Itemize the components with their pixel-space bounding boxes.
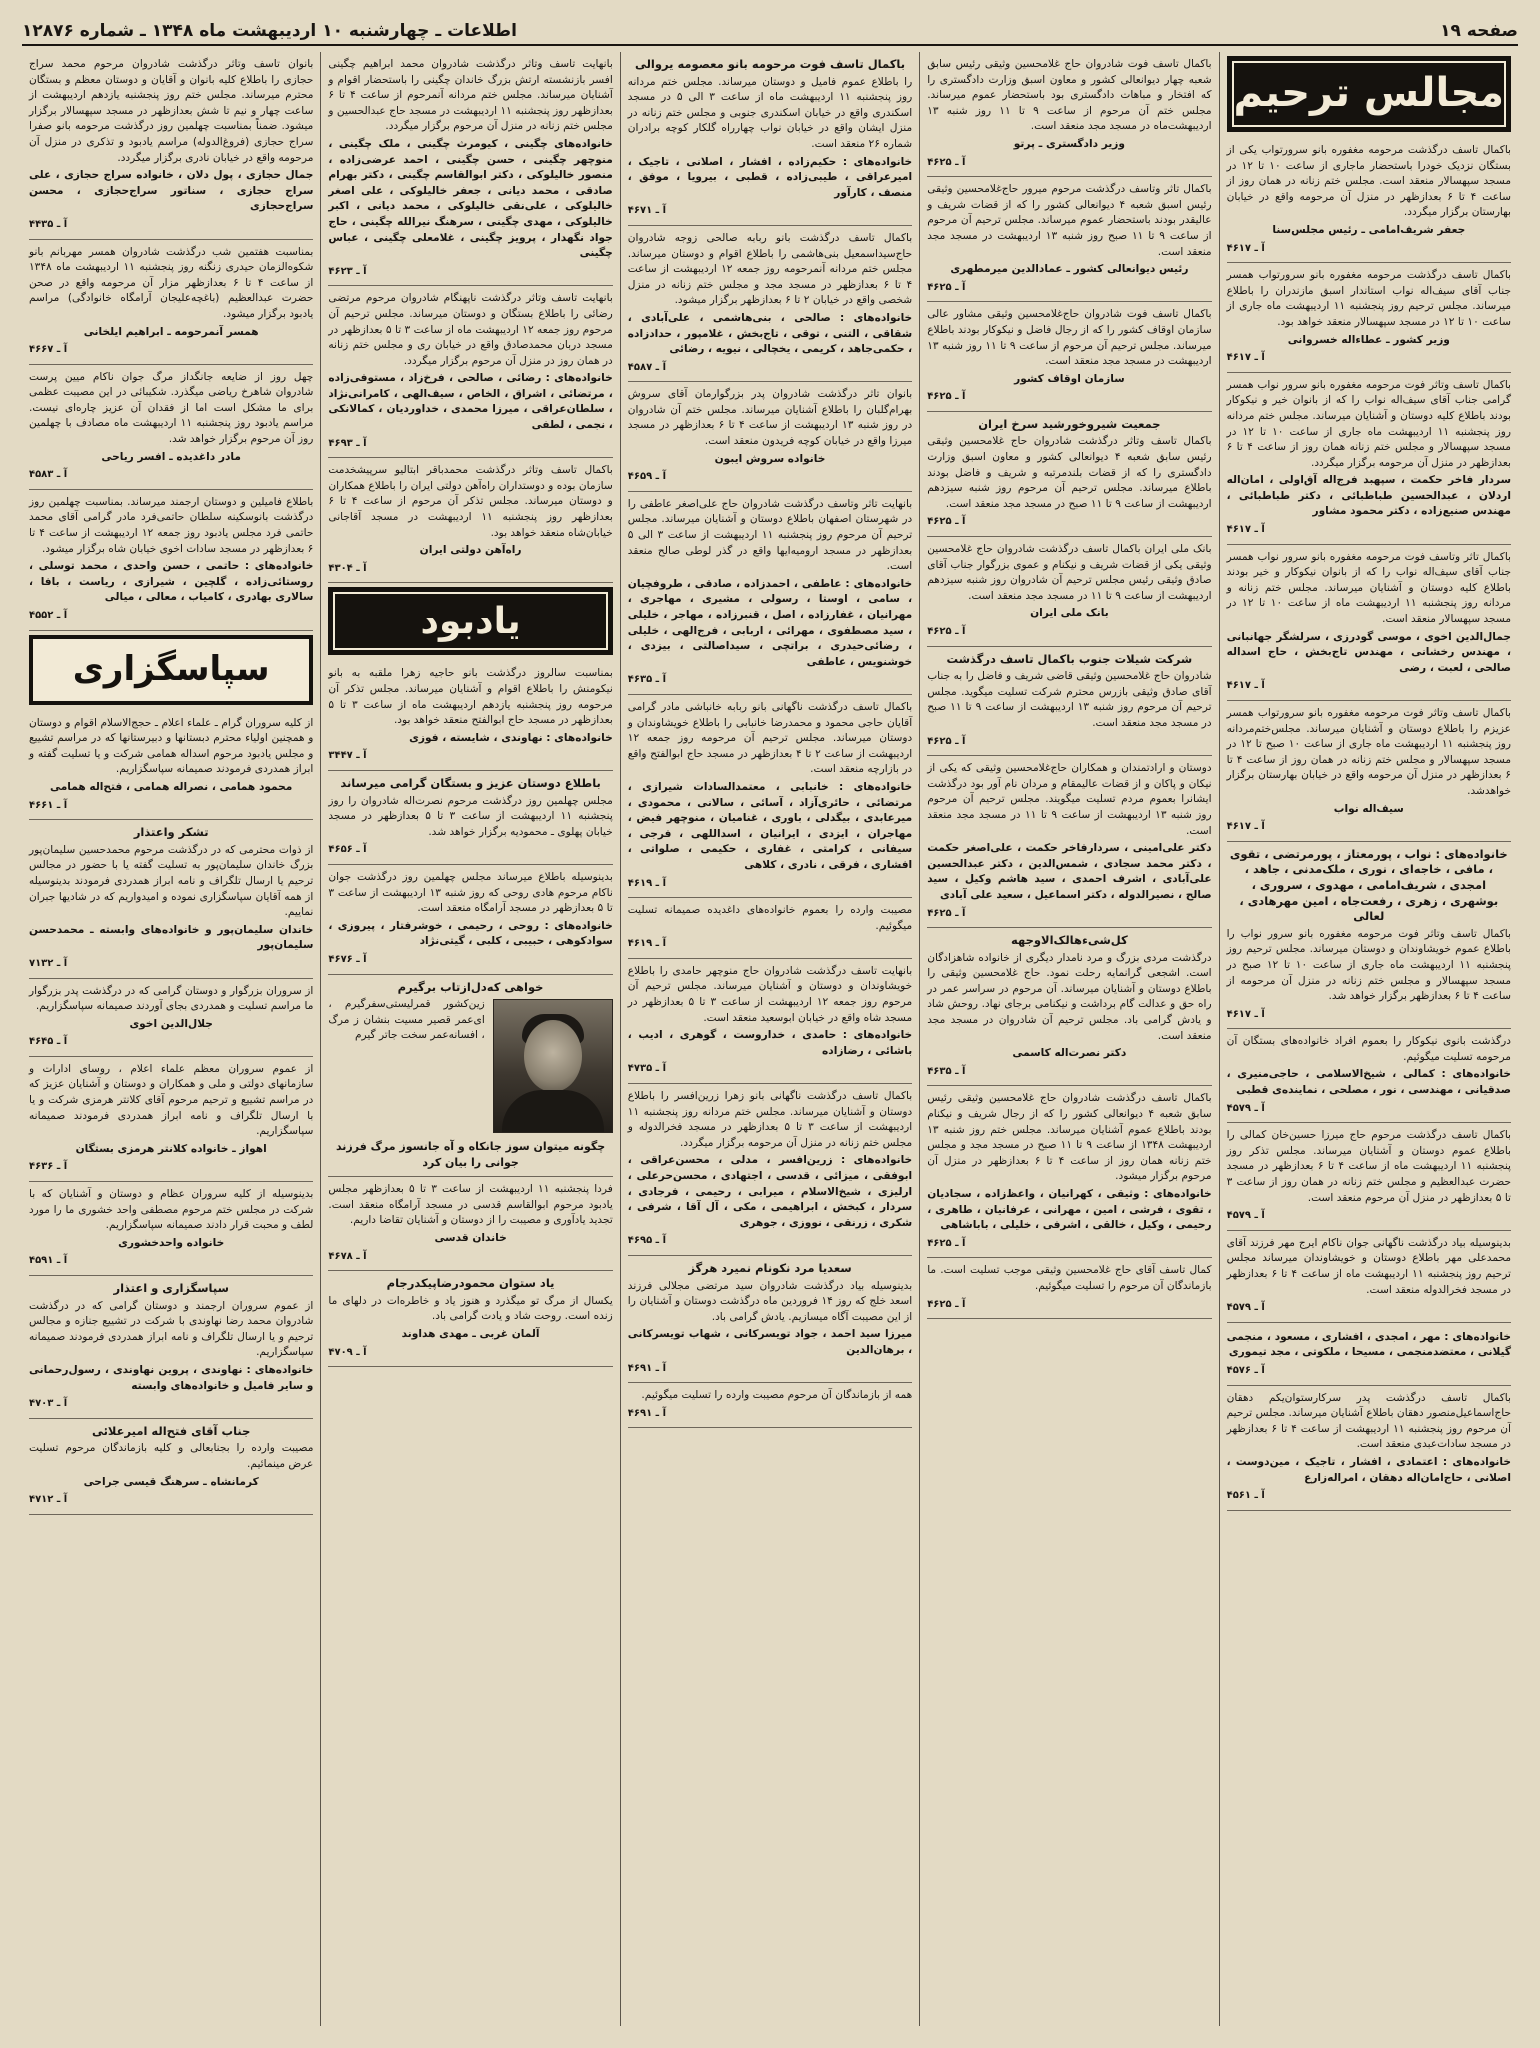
notice-text: درگذشت مردی بزرگ و مرد نامدار دیگری از خانواده شاهزادگان است. اشجعی گرانمایه رحلت نمود. حاج غلامحسین وثیقی را باطلاع دوستان و آشنایان میرساند. آن مرحوم در سراسر عمر در راه حق و عدالت گام برداشت و نیکنامی برجای نهاد. روحش شاد و یادش گرامی باد. مجلس ترحیم آن شادروان در مسجد مجد منعقد است. [927, 951, 1212, 1042]
notice-block [1227, 1386, 1511, 1511]
column-3 [620, 52, 919, 2026]
column-2 [919, 52, 1218, 2026]
photo-caption: چگونه میتوان سوز جانکاه و آه جانسوز مرگ فرزند جوانی را بیان کرد [335, 1140, 606, 1169]
notice-text: دوستان و ارادتمندان و همکاران حاج‌غلامحسین وثیقی که یکی از نیکان و پاکان و از قضات عالیمقام و مردان نام آور بود درگذشت ایشانرا بعموم مردم تسلیت میگویند. مجلس ترحیم آن مرحوم روز شنبه ۱۳ اردیبهشت از ساعت ۹ تا ۱۱ در مسجد مجد منعقد است. [927, 762, 1212, 837]
notice-text: مصیبت وارده را بعموم خانواده‌های داغدیده صمیمانه تسلیت میگوئیم. [627, 904, 913, 932]
notice-code: آ ـ ۴۶۲۵ [927, 516, 966, 528]
notice-text: باکمال تاسف درگذشت بانو ربابه صالحی زوجه شادروان حاج‌سیداسمعیل بنی‌هاشمی را باطلاع اقوام و دوستان میرساند. مجلس ختم مردانه آنمرحومه روز جمعه ۱۲ اردیبهشت از ساعت ۴ تا ۶ بعدازظهر در مسجد مجد و مجلس ختم زنانه در منزل شخصی واقع در خیابان ۲ تا ۶ بعدازظهر برگزار میشود. [627, 231, 913, 307]
notice-text: بانهایت تاسف وتاثر درگذشت شادروان محمد ابراهیم چگینی افسر بازنشسته ارتش بزرگ خاندان چگینی را باستحضار اقوام و آشنایان میرساند. مجلس ختم مردانه آنمرحوم از ساعت‌ ۴ تا ۶ بعدازظهر روز پنجشنبه ۱۱ اردیبهشت در مسجد حاج عبدالحسین و مجلس ختم زنانه در منزل آن مرحوم برگزار میگردد. [328, 58, 613, 133]
notice-signature: دکتر نصرت‌اله کاسمی [1012, 1047, 1127, 1060]
notice-text: بدینوسیله بیاد درگذشت ناگهانی جوان ناکام ایرج مهر فرزند آقای محمدعلی مهر باطلاع دوستان و خویشاوندان میرساند مجلس ترحیم روز پنجشنبه ۱۱ اردیبهشت ماه از ساعت ۴ تا ۶ بعدازظهر در مسجد فخرالدوله منعقد است. [1226, 1236, 1511, 1296]
notice-families: خانواده‌های : خانبابی ، معتمدالسادات شیرازی ، مرتضائی ، حائری‌آزاد ، آسائی ، سالانی ، محمودی ، میرعابدی ، بیگدلی ، باوری ، غنامیان ، منوچهر فیض ، مهاجران ، ایزدی ، ایرانیان ، اسداللهی ، فرجی ، سیفانی ، کرامتی ، غفاری ، حکیمی ، صلواتی ، افشاری ، فرقی ، نادری ، کلاهی [627, 780, 913, 871]
notice-families: دکتر علی‌امینی ، سردارفاخر حکمت ، علی‌اصغر حکمت ، دکتر محمد سجادی ، شمس‌الدین ، دکتر عبدالحسین علی‌آبادی ، اشرف احمدی ، سید هاشم وکیل ، سید صالح ، نصیرالدوله ، دکتر اسماعیل ، سعید علی آبادی [927, 842, 1212, 901]
column-1 [1219, 52, 1518, 2026]
notice-code: آ ـ ۴۶۵۹ [627, 471, 667, 483]
notice-text: بمناسبت هفتمین شب درگذشت شادروان همسر مهربانم بانو شکوه‌الزمان حیدری زنگنه روز پنجشنبه ۱۱ اردیبهشت ماه ۱۳۴۸ از ساعت ۴ تا ۶ بعدازظهر مزار آن مرحومه واقع در صحن حضرت عبدالعظیم (باغچه‌علیجان آرامگاه خانوادگی) مراسم یادبود برگزار میشود. [28, 245, 314, 320]
banner-majales-tarhim: مجالس ترحیم [1227, 56, 1511, 132]
notice-families: خانواده‌های : نهاوندی ، شایسته ، فوزی [409, 731, 613, 744]
notice-families: خانواده‌های : نهاوندی ، پروین نهاوندی ، رسول‌رحمانی و سایر فامیل و خانواده‌های وابسته [28, 1363, 314, 1392]
notice-code: آ ـ ۴۶۲۵ [927, 1237, 966, 1249]
notice-code: آ ـ ۴۶۲۵ [927, 1298, 966, 1310]
notice-families: خانواده‌های : حاتمی ، حسن واحدی ، محمد توسلی ، روستائی‌زاده ، گلچین ، شیرازی ، ریاست ، بافا ، سالاری بهادری ، کامیاب ، معالی ، میالی [28, 560, 314, 604]
notice-code: آ ـ ۴۶۱۷ [1226, 1008, 1265, 1020]
notice-text: باکمال تاسف وتاثر درگذشت محمدباقر ابتالیو سرپیشخدمت سازمان بوده و دوستداران راه‌آهن دولتی ایران را باطلاع همکاران و دوستان میرساند. مجلس تذکر آن مرحوم از ساعت ۴ تا ۶ بعدازظهر روز پنجشنبه ۱۱ اردیبهشت در مسجد آقاجانی خیابان‌شاه منعقد خواهد بود. [328, 464, 613, 539]
notice-block [628, 52, 912, 226]
notice-block [328, 771, 612, 865]
notice-title: سپاسگزاری و اعتذار [113, 1281, 229, 1295]
notice-title: تشکر واعتذار [133, 825, 209, 840]
notice-signature: بانک ملی ایران [1030, 607, 1109, 620]
notice-block [628, 226, 912, 382]
notice-text: باکمال تاسف درگذشت پدر سرکارستوان‌یکم دهقان حاج‌اسماعیل‌منصور دهقان باطلاع آشنایان میرساند. مجلس ترحیم آن مرحوم روز پنجشنبه ۱۱ اردیبهشت از ساعت ۴ تا ۶ بعدازظهر در مسجد سادات‌عبدی منعقد است. [1226, 1391, 1511, 1451]
column-5 [22, 52, 320, 2026]
notice-families: خانواده‌های : صالحی ، بنی‌هاشمی ، علی‌آبادی ، شقاقی ، التنی ، توقی ، تاج‌بخش ، غلامپور ، حدادزاده ، حکمی‌جاهد ، کریمی ، یخچالی ، نیویه ، رضائی [627, 311, 913, 356]
notice-families: خانواده‌های : اعتمادی ، افشار ، تاجیک ، مین‌دوست ، اصلانی ، حاج‌امان‌اله دهقان ، امراله‌زارع [1226, 1455, 1511, 1484]
notice-block [328, 286, 612, 458]
notice-title: خواهی که‌دل‌از‌تاب برگیرم [397, 979, 544, 994]
notice-block [628, 1256, 912, 1383]
notice-families: خانواده‌های : عاطفی ، احمدزاده ، صادقی ، طروفچیان ، سامی ، اوستا ، رسولی ، مشیری ، مهاجری ، مهرانیان ، غفارزاده ، اصل ، قنبرزاده ، مهاجر ، خلیلی ، سید مصطفوی ، مهرائی ، اربابی ، فرج‌الهی ، خلیلی ، رضائی‌حیدری ، براتچی ، سیداصالتی ، بیزدی ، خوشنویس ، عاطفی [627, 577, 913, 668]
portrait-body [502, 1090, 604, 1132]
notice-block [29, 711, 313, 821]
notice-title: یاد ستوان محمودرضاپیکدرجام [386, 1276, 555, 1291]
page-number: صفحه ۱۹ [1440, 21, 1518, 41]
notice-code: آ ـ ۴۵۸۷ [627, 361, 667, 373]
notice-block [29, 1419, 313, 1515]
notice-signature: اهواز ـ خانواده کلانتر هرمزی بستگان [75, 1142, 267, 1155]
notice-text: چهل روز از ضایعه جانگداز مرگ جوان ناکام میین پرست شادروان شاهرخ ریاضی میگذرد. شکیبائی در این مصیبت عظمی برای ما مشکل است اما از فقدان آن عزیز چاره‌ای نیست. مراسم یادبود روز پنجشنبه ۱۱ اردیبهشت ماه مصادف با چهلمین روز آن مرحوم برگزار خواهد شد. [28, 370, 314, 446]
notice-code: آ ـ ۴۵۸۳ [28, 469, 68, 481]
notice-code: آ ـ ۴۶۲۵ [927, 156, 966, 168]
notice-block [29, 820, 313, 978]
notice-signature: وزیر دادگستری ـ پرتو [1013, 137, 1125, 150]
notice-title: سعدیا مرد نکونام نمیرد هرگز [688, 1260, 852, 1275]
notice-text: باکمال تاسف فوت شادروان حاج‌غلامحسین وثیقی مشاور عالی سازمان اوقاف کشور را که از رجال فاضل و نیکوکار بودند باطلاع میرساند. مجلس ترحیم آن مرحوم از ساعت ۹ تا ۱۱ روز شنبه ۱۳ اردیبهشت در مسجد مجد منعقد است. [927, 308, 1212, 368]
notice-title: خانواده‌های : نواب ، پورمعتاز ، پورمرتضی ، تقوی ، مافی ، خاجه‌ای ، نوری ، ملک‌مدنی ، جاهد ، امجدی ، شریف‌امامی ، مهدوی ، سروری ، بوشهری ، زهری ، رفعت‌جاه ، امین مهرهادی ، لعالی [1229, 846, 1508, 924]
column-4 [320, 52, 619, 2026]
notice-code: آ ـ ۴۶۷۸ [328, 1250, 367, 1262]
notice-block [29, 1276, 313, 1419]
notice-signature: وزیر کشور ـ عطاءاله خسروانی [1287, 333, 1450, 346]
notice-block [628, 959, 912, 1084]
notice-text: بانوان تاثر درگذشت شادروان پدر بزرگوارمان آقای سروش بهرام‌گلبان را باطلاع آشنایان میرساند. مجلس ختم آن شادروان در روز شنبه ۱۳ اردیبهشت از ساعت ۴ تا ۶ بعدازظهر در مسجد میرزا واقع در خیابان کوچه فریدون منعقد است. [627, 388, 913, 448]
notice-block [328, 975, 612, 1178]
notice-block [927, 1086, 1211, 1258]
notice-title: باطلاع دوستان عزیز و بستگان گرامی میرساند [340, 775, 601, 790]
notice-signature: جلال‌الدین اخوی [129, 1017, 213, 1030]
notice-block [29, 365, 313, 490]
notice-signature: جعفر شریف‌امامی ـ رئیس مجلس‌سنا [1272, 223, 1466, 236]
notice-block [927, 1258, 1211, 1319]
notice-text: باکمال تاثر وتاسف درگذشت مرحوم میرور حاج‌غلامحسین وثیقی رئیس اسبق شعبه ۴ دیوانعالی کشور را که از قضات شریف و عالیقدر بودند باستحضار عموم میرساند. مجلس ترحیم آن مرحوم از ساعت ۹ تا ۱۱ صبح روز شنبه ۱۳ اردیبهشت در مسجد مجد منعقد است. [927, 183, 1212, 258]
notice-text: از عموم سروران ارجمند و دوستان گرامی که در درگذشت شادروان محمد رضا نهاوندی با شرکت در تشییع جنازه و مجالس ترحیم و یا ارسال تلگراف و نامه ابراز همدردی فرمودند صمیمانه سپاسگزاریم. [28, 1299, 314, 1359]
notice-text: از سروران بزرگوار و دوستان گرامی که در درگذشت پدر بزرگوار ما مراسم تسلیت و همدردی بجای آوردند صمیمانه سپاسگزاریم. [28, 984, 314, 1013]
notice-code: آ ـ ۴۷۰۹ [328, 1346, 367, 1358]
notice-text: باکمال تاسف درگذشت مرحوم حاج میرزا حسین‌خان کمالی را باطلاع عموم دوستان و آشنایان میرساند. مجلس تذکر روز پنجشنبه ۱۱ اردیبهشت ماه از ساعت ۴ تا ۶ بعدازظهر در مسجد حضرت عبدالعظیم و مجلس ختم زنانه در همان روز از ساعت ۳ تا ۵ بعدازظهر در منزل آن مرحوم منعقد است. [1226, 1129, 1511, 1204]
notice-block [328, 1271, 612, 1367]
notice-code: آ ـ ۴۷۳۵ [627, 1063, 667, 1075]
notice-block [1227, 138, 1511, 263]
notice-signature: آلمان غربی ـ مهدی هداوند [401, 1328, 540, 1341]
notice-text: بانک ملی ایران باکمال تاسف درگذشت شادروان حاج غلامحسین وثیقی یکی از قضات شریف و نیکنام و عموی بزرگوار جناب آقای صادق وثیقی رئیس مجلس ترحیم آن شادروان روز شنبه سیزدهم اردیبهشت از ساعت ۹ تا ۱۱ در مسجد مجد منعقد است. [927, 543, 1212, 602]
notice-code: آ ـ ۴۳۰۴ [328, 562, 367, 574]
notice-text: باکمال تاسف وتاثر فوت مرحومه مغفوره بانو سرورتواب همسر عزیزم را باطلاع دوستان و آشنایان میرساند. مجلس‌ختم‌مردانه روز پنجشنبه ۱۱ اردیبهشت ماه جاری از ساعت ۱۰ صبح تا ۱۲ در مسجد سپهسالار و مجلس ختم زنانه در همان روز از ساعت ۴ تا ۶ بعدازظهر در منزل آن مرحومه واقع در خیابان بهارستان برگزار خواهدشد. [1226, 707, 1512, 797]
notice-families: خانواده‌های : وثیقی ، کهرانیان ، واعظ‌زاده ، سجادیان ، تقوی ، فرشی ، امین ، مهرانی ، عرفانیان ، طاهری ، رحیمی ، وکیل ، خالقی ، اشرفی ، خلیلی ، باباشاهی [927, 1188, 1212, 1232]
notice-code: آ ـ ۴۶۲۵ [927, 735, 966, 747]
notice-block [1227, 701, 1511, 842]
notice-code: آ ـ ۴۶۱۹ [627, 938, 667, 950]
notice-families: خانواده‌های : رضائی ، صالحی ، فرخ‌زاد ، مستوفی‌زاده ، مرتضائی ، اشراق ، الخاص ، سیف‌الهی ، کامرانی‌نژاد ، سلطان‌عراقی ، میرزا محمدی ، خداوردیان ، کمالانکی ، نجمی ، لطفی [328, 372, 613, 432]
notice-code: آ ـ ۴۶۷۶ [328, 953, 367, 965]
notice-text: بانهایت تاسف درگذشت شادروان حاج منوچهر حامدی را باطلاع خویشاوندان و دوستان و آشنایان میرساند. مجلس ترحیم آن مرحوم روز جمعه ۱۲ اردیبهشت از ساعت ۳ تا ۵ بعدازظهر در مسجد شاه واقع در خیابان ابوسعید منعقد است. [627, 964, 913, 1024]
notice-families: جمال حجازی ، پول دلان ، خانواده سراج حجازی ، علی سراج حجازی ، سناتور سراج‌حجازی ، محسن سراج‌حجازی [28, 169, 314, 213]
notice-block [628, 492, 912, 695]
notice-block [29, 979, 313, 1057]
notice-text: از کلیه سروران گرام ـ علماء اعلام ـ حجج‌الاسلام اقوام و دوستان و همچنین اولیاء محترم دبستانها و دبیرستانها که در مراسم تشییع و مجلس یادبود مرحوم اسداله همامی شرکت و یا تسلیت گفته و ابراز همدردی فرمودند صمیمانه سپاسگزاریم. [28, 716, 314, 776]
notice-families: سردار فاخر حکمت ، سپهبد فرج‌اله آق‌اولی ، امان‌اله اردلان ، عبدالحسین طباطبائی ، دکتر طباطبائی ، مهندس صنیع‌زاده ، دکتر محمود مشاور [1226, 474, 1511, 518]
notice-code: آ ـ ۴۴۳۵ [28, 218, 68, 230]
notice-block [927, 302, 1211, 412]
notice-code: آ ـ ۴۶۹۳ [328, 437, 367, 449]
notice-text: باکمال تاسف وتاثر فوت مرحومه مغفوره بانو سرور نواب همسر گرامی جناب آقای سیف‌اله نواب را که از بانوان خیر و نیکوکار بودند باطلاع کلیه دوستان و آشنایان میرساند. مجلس ختم مردانه روز پنجشنبه ۱۱ اردیبهشت ماه جاری از ساعت ۱۰ تا ۱۲ در مسجد سپهسالار و مجلس ختم زنانه همان روز از ساعت ۴ تا ۶ بعدازظهر در منزل آن مرحومه برگزار میگردد. [1226, 378, 1512, 469]
notice-text: باکمال تاسف درگذشت ناگهانی بانو زهرا زرین‌افسر را باطلاع دوستان و آشنایان میرساند. مجلس ختم مردانه روز پنجشنبه ۱۱ اردیبهشت از ساعت ۳ تا ۵ بعدازظهر در مسجد فخرالدوله و مجلس ختم زنانه در منزل آن مرحومه برگزار میگردد. [627, 1090, 913, 1149]
notice-text: کمال تاسف آقای حاج غلامحسین وثیقی موجب تسلیت است. ما بازماندگان آن مرحوم را تسلیت میگوئیم. [927, 1264, 1212, 1292]
notice-code: آ ـ ۴۵۹۱ [28, 1255, 68, 1267]
notice-code: آ ـ ۴۶۳۵ [627, 674, 667, 686]
notice-code: آ ـ ۴۵۷۹ [1226, 1102, 1265, 1114]
notice-block [927, 647, 1211, 757]
notice-signature: خانواده سروش ایبون [714, 452, 826, 465]
banner-sepasgozari: سپاسگزاری [29, 635, 313, 705]
notice-title: شرکت شیلات جنوب باکمال تاسف درگذشت [946, 651, 1193, 666]
portrait-face [524, 1020, 582, 1092]
notice-code: آ ـ ۴۶۲۵ [927, 907, 966, 919]
notice-families: خانواده‌های : کمالی ، شیخ‌الاسلامی ، حاجی‌منیری ، صدقیانی ، مهندسی ، نور ، مصلحی ، نماینده‌ی قطبی [1226, 1068, 1511, 1097]
notice-text: بدینوسیله باطلاع میرساند مجلس چهلمین روز درگذشت جوان ناکام مرحوم هادی روحی که روز شنبه ۱۳ اردیبهشت از ساعت ۳ تا ۵ بعدازظهر در مسجد آرامگاه منعقد است. [328, 870, 613, 915]
notice-text: از عموم سروران معظم علماء اعلام ، روسای ادارات و سازمانهای دولتی و ملی و همکاران و دوستان و آشنایان عزیز که در مراسم تشییع و ترحیم مرحوم آقای کلانتر هرمزی شرکت و یا با ارسال تلگراف و نامه ابراز همدردی فرمودند صمیمانه سپاسگزاریم. [28, 1062, 314, 1138]
notice-code: آ ـ ۴۶۴۵ [28, 1036, 68, 1048]
notice-block [328, 865, 612, 975]
notice-text: باکمال تاسف درگذشت مرحومه مغفوره بانو سرورتواب یکی از بستگان نزدیک خودرا باستحضار ماجاری از ساعت ۱۰ تا ۱۲ در مسجد سپهسالار منعقد است. مجلس ختم زنانه در همان روز از ساعت ۴ تا ۶ بعدازظهر در منزل آن مرحومه واقع در خیابان بهارستان برگزار میگردد. [1226, 144, 1511, 219]
banner-yadbood: یادبود [328, 587, 612, 655]
notice-text: یکسال از مرگ تو میگذرد و هنوز یاد و خاطره‌ات در دلهای ما زنده است. روحت شاد و یادت گرامی باد. [328, 1294, 613, 1323]
notice-block [1227, 1029, 1511, 1123]
notice-families: خاندان سلیمان‌پور و خانواده‌های وابسته ـ محمدحسن سلیمان‌پور [28, 923, 314, 952]
notice-families: خانواده‌های چگینی ، کیومرث چگینی ، ملک چگینی ، منوچهر چگینی ، حسن چگینی ، احمد عرضی‌زاده ، منصور خالیلوکی ، دکتر ابوالقاسم چگینی ، دکتر بهرام صادقی ، محمد دیانی ، جعفر خالیلوکی ، علی اصغر خالیلوکی ، علی‌نقی خالیلوکی ، محمد دیانی ، اکبر خالیلوکی ، مهدی چگینی ، سرهنگ نیرالله چگینی ، حاج جواد نگهدار ، پرویز چگینی ، غلامعلی چگینی ، عباس چگینی [328, 137, 613, 260]
notice-block [29, 1057, 313, 1182]
notice-text: را باطلاع عموم فامیل و دوستان میرساند. مجلس ختم مردانه روز پنجشنبه ۱۱ اردیبهشت ماه از ساعت ۳ الی ۵ در مسجد اسکندری واقع در خیابان اسکندری جنوبی و مجلس ختم زنانه در منزل ایشان واقع در خیابان نواب چهارراه گلکار کوچه برادران شماره ۲۶ منعقد است. [627, 75, 913, 150]
notice-text: باکمال تاسف درگذشت ناگهانی بانو ربابه خانباشی مادر گرامی آقایان حاجی محمود و محمدرضا خانبابی را باطلاع خویشاوندان و دوستان میرساند. مجلس ترحیم آن مرحومه روز جمعه ۱۲ اردیبهشت از ساعت ۲ تا ۴ بعدازظهر در مسجد حاج ابوالفتح واقع در بازارچه منعقد است. [627, 700, 913, 776]
notice-text: باکمال تاسف درگذشت شادروان حاج غلامحسین وثیقی رئیس سابق شعبه ۴ دیوانعالی کشور را که از رجال شریف و نیکنام بودند باطلاع عموم آشنایان میرساند. مجلس ختم روز شنبه ۱۳ اردیبهشت ۱۳۴۸ از ساعت ۹ تا ۱۱ صبح در مسجد مجد و مجلس ختم زنانه همان روز از ساعت ۴ تا ۶ بعدازظهر در منزل آن مرحوم برگزار میشود. [927, 1092, 1212, 1183]
notice-signature: کرمانشاه ـ سرهنگ قیسی جراحی [83, 1475, 259, 1488]
notice-code: آ ـ ۴۶۶۷ [28, 344, 68, 356]
notice-block [29, 240, 313, 365]
notice-families: خانواده‌های : مهر ، امجدی ، افشاری ، مسعود ، منجمی گیلانی ، معتضدمنجمی ، مسیحا ، ملکوتی ، مجد تیموری [1226, 1330, 1511, 1359]
notice-text: همه از بازماندگان آن مرحوم مصیبت وارده را تسلیت میگوئیم. [641, 1389, 913, 1402]
notice-code: آ ـ ۴۶۷۱ [627, 205, 667, 217]
notice-code: آ ـ ۴۶۳۵ [927, 1065, 966, 1077]
notice-block [1227, 545, 1511, 701]
notice-signature: محمود همامی ، نصراله همامی ، فتح‌اله همامی [50, 780, 293, 793]
notice-text: باکمال تاسف فوت شادروان حاج غلامحسین وثیقی رئیس سابق شعبه چهار دیوانعالی کشور و معاون اسبق وزارت دادگستری را که افتخار و مباهات دادگستری بود باستحضار عموم میرساند. مجلس ختم آن مرحوم از ساعت ۹ تا ۱۱ روز شنبه ۱۳ اردیبهشت‌ماه در مسجد مجد منعقد است. [927, 58, 1212, 133]
notice-block [1227, 1323, 1511, 1386]
notice-block [328, 661, 612, 771]
notice-text: باکمال تاسف وتاثر درگذشت شادروان حاج غلامحسین وثیقی رئیس سابق شعبه ۴ دیوانعالی کشور و معاون اسبق وزارت دادگستری را که از قضات بلندمرتبه و شریف و فاضل بودند باطلاع میرساند. مجلس ترحیم آن مرحوم روز شنبه سیزدهم اردیبهشت از ساعت ۹ تا ۱۱ صبح در مسجد مجد منعقد است. [927, 435, 1212, 510]
notice-families: خانواده‌های : زرین‌افسر ، مدلی ، محسن‌عراقی ، ابوفقی ، میزائی ، قدسی ، اجتهادی ، محسن‌حرعلی ، ارلیزی ، شیخ‌الاسلام ، میرابی ، رحیمی ، فرجادی ، سردار ، کبخش ، ابراهیمی ، مکی ، آل آقا ، شرفی ، شکری ، زرنقی ، نووزی ، جوهری [627, 1154, 913, 1229]
notice-block [1227, 1231, 1511, 1323]
notice-title: کل‌شی‌ءهالک‌الاوجهه [1011, 933, 1128, 948]
notice-code: آ ـ ۴۵۷۹ [1226, 1302, 1265, 1314]
notice-block [29, 490, 313, 631]
page-header [22, 20, 1518, 42]
notice-code: آ ـ ۷۱۳۲ [28, 957, 68, 969]
notice-code: آ ـ ۴۶۱۷ [1226, 524, 1265, 536]
notice-block [927, 537, 1211, 647]
notice-code: آ ـ ۴۶۹۵ [627, 1235, 667, 1247]
notice-code: آ ـ ۴۶۱۷ [1226, 821, 1265, 833]
notice-block [29, 52, 313, 240]
notice-code: آ ـ ۴۶۳۶ [28, 1161, 68, 1173]
header-rule [22, 44, 1518, 46]
notice-code: آ ـ ۴۶۱۷ [1226, 242, 1265, 254]
notice-title: جمعیت شیروخورشید سرخ ایران [978, 416, 1161, 431]
notice-families: جمال‌الدین اخوی ، موسی گودرزی ، سرلشگر جهانبانی ، مهندس رخشانی ، مهندس تاج‌بخش ، حاج اسداله صالحی ، لعبت ، رضی [1226, 630, 1511, 674]
portrait-photo [493, 999, 613, 1133]
notice-text: زین‌کشور قمرلیستی‌سفرگیرم ، ای‌عمر قصیر مسیت بنشان ز مرگ ، افسانه‌عمر سخت جاتر گیرم [328, 998, 485, 1042]
notice-code: آ ـ ۴۶۲۵ [927, 626, 966, 637]
notice-text: بدینوسیله از کلیه سروران عظام و دوستان و آشنایان که با شرکت در مجلس ختم مرحوم مصطفی واحد خشوری ما را مورد لطف و محبت قرار دادند صمیمانه سپاسگزاریم. [28, 1188, 314, 1232]
columns-container [22, 52, 1518, 2026]
notice-block [628, 382, 912, 492]
notice-block [328, 1177, 612, 1271]
notice-text: مجلس چهلمین روز درگذشت مرحوم نصرت‌اله شادروان را روز پنجشنبه ۱۱ اردیبهشت از ساعت ۳ تا ۵ بعدازظهر در مسجد خیابان پهلوی ـ محمودیه برگزار خواهد شد. [328, 794, 613, 838]
notice-code: آ ـ ۴۶۱۷ [1226, 352, 1265, 364]
notice-code: آ ـ ۴۶۱۷ [1226, 680, 1265, 692]
notice-block [628, 1084, 912, 1256]
notice-block [628, 695, 912, 898]
notice-signature: رئیس دیوانعالی کشور ـ عمادالدین میرمطهری [950, 263, 1189, 276]
notice-code: آ ـ ۴۶۶۱ [28, 799, 68, 811]
notice-families: خانواده‌های : حکیم‌زاده ، افشار ، اصلانی ، تاجیک ، امیرعراقی ، طیبی‌زاده ، قطبی ، بیرویا ، موفق ، منصف ، کارآور [627, 155, 913, 199]
notice-block [1227, 263, 1511, 373]
notice-text: بمناسبت سالروز درگذشت بانو حاجیه زهرا ملقبه به بانو نیکومنش را باطلاع اقوام و آشنایان میرساند. مجلس تذکر آن مرحومه روز پنجشنبه یازدهم اردیبهشت ماه از ساعت ۳ تا ۵ بعدازظهر در مسجد حاج ابوالفتح منعقد خواهد بود. [328, 667, 613, 727]
notice-code: آ ـ ۴۶۲۳ [328, 265, 367, 277]
notice-signature: راه‌آهن دولتی ایران [419, 544, 522, 557]
notice-code: آ ـ ۴۶۱۹ [627, 877, 667, 889]
notice-text: باکمال تاثر وتاسف فوت مرحومه مغفوره بانو سرور نواب همسر جناب آقای سیف‌اله نواب را که از بانوان نیکوکار و خیر بودند باطلاع کلیه دوستان و آشنایان میرساند. مجلس ختم زنانه و مردانه روز پنجشنبه ۱۱ اردیبهشت ماه از ساعت ۱۰ تا ۱۲ در مسجد سپهسالار منعقد است. [1226, 550, 1511, 626]
notice-code: آ ـ ۴۷۰۳ [28, 1398, 68, 1410]
notice-signature: سیف‌اله نواب [1333, 802, 1404, 815]
notice-text: بانهایت تاسف وتاثر درگذشت ناپهنگام شادروان مرحوم مرتضی رضائی را باطلاع بستگان و دوستان میرساند. مجلس ترحیم آن مرحوم روز جمعه ۱۲ اردیبهشت ماه از ساعت ۳ تا ۵ بعدازظهر در مسجد دربان محمدصادق واقع در خیابان ری و مجلس ختم زنانه در همان روز در منزل آن مرحوم برگزار میگردد. [328, 292, 613, 367]
notice-code: آ ـ ۴۶۲۵ [927, 391, 966, 403]
notice-code: آ ـ ۴۵۷۹ [1226, 1210, 1265, 1222]
notice-title: جناب آقای فتح‌اله امیرعلائی [91, 1423, 251, 1438]
notice-block [927, 177, 1211, 302]
notice-text: شادروان حاج غلامحسین وثیقی قاضی شریف و فاضل را به جناب آقای صادق وثیقی بازرس محترم شرکت تسلیت میگوید. مجلس ترحیم آن مرحوم روز شنبه ۱۳ اردیبهشت از ساعت ۹ تا ۱۱ صبح در مسجد مجد منعقد است. [927, 670, 1212, 729]
notice-text: درگذشت بانوی نیکوکار را بعموم افراد خانواده‌های بستگان آن مرحومه تسلیت میگوئیم. [1226, 1035, 1511, 1063]
notice-code: آ ـ ۴۶۲۵ [927, 281, 966, 293]
notice-families: خانواده‌های : حامدی ، خداروست ، گوهری ، ادیب ، باشائی ، رضازاده [627, 1029, 913, 1057]
notice-code: آ ـ ۴۶۹۱ [627, 1362, 667, 1374]
notice-block [1227, 842, 1511, 1030]
notice-families: خانواده‌های : روحی ، رحیمی ، خوشرفتار ، پیروزی ، سوادکوهی ، حبیبی ، کلبی ، گیتی‌نژاد [328, 919, 613, 948]
notice-code: آ ـ ۳۴۴۷ [328, 750, 367, 762]
notice-code: آ ـ ۴۶۵۶ [328, 844, 367, 856]
notice-code: آ ـ ۴۷۱۲ [28, 1494, 68, 1506]
notice-text: از ذوات محترمی که در درگذشت مرحوم محمدحسین سلیمان‌پور بزرگ خاندان سلیمان‌پور به تسلیت گفته یا با حضور در مجالس ترحیم یا ارسال تلگراف و نامه ابراز همدردی فرمودند بدینوسیله از همه آقایان سپاسگزاری نموده و امیدواریم که در شادیها جبران نماییم. [28, 843, 314, 919]
notice-signature: همسر آنمرحومه ـ ابراهیم ایلخانی [83, 325, 259, 338]
notice-block [927, 52, 1211, 177]
notice-text: باطلاع فامیلین و دوستان ارجمند میرساند. بمناسبت چهلمین روز درگذشت بانوسکینه سلطان حاتمی‌فرد مادر گرامی آقای محمد حاتمی فرد مجلس یادبود روز جمعه ۱۲ اردیبهشت از ساعت ۴ تا ۶ بعدازظهر در مسجد سادات اخوی خیابان شاه برگزار میشود. [28, 495, 314, 555]
issue-line: اطلاعات ـ چهارشنبه ۱۰ اردیبهشت ماه ۱۳۴۸ ـ شماره ۱۲۸۷۶ [22, 21, 517, 41]
notice-text: بانهایت تاثر وتاسف درگذشت شادروان حاج علی‌اصغر عاطفی را در شهرستان اصفهان باطلاع دوستان و آشنایان میرساند. مجلس ترحیم آن مرحوم روز پنجشنبه ۱۱ اردیبهشت از ساعت ۳ الی ۵ بعدازظهر در مسجد ارومیه‌ایها واقع در گذر لوطی صالح منعقد است. [627, 497, 913, 573]
notice-block [29, 1182, 313, 1276]
notice-text: بانوان تاسف وتاثر درگذشت شادروان مرحوم محمد سراج حجازی را باطلاع کلیه بانوان و آقایان و دوستان معظم و بستگان محترم میرساند. مجلس ختم روز پنجشنبه یازدهم اردیبهشت از ساعت چهار و نیم تا شش بعدازظهر در مسجد سپهسالار برگزار میشود. ضمناً بمناسبت چهلمین روز درگذشت مرحومه بانو صفرا سراج حجازی (فروغ‌الدوله) مراسم یادبود و تذکری در منزل آن مرحومه واقع در خیابان نادری برگزار میگردد. [28, 58, 314, 164]
notice-text: فردا پنجشنبه ۱۱ اردیبهشت از ساعت ۳ تا ۵ بعدازظهر مجلس یادبود مرحوم ابوالقاسم قدسی در مسجد آرامگاه منعقد است. تجدید یادآوری و مصیبت را از دوستان و آشنایان تقاضا داریم. [328, 1183, 613, 1227]
notice-families: میرزا سید احمد ، جواد تویسرکانی ، شهاب تویسرکانی ، برهان‌الدین [627, 1328, 913, 1356]
notice-text: بدینوسیله بیاد درگذشت شادروان سید مرتضی مجلالی فرزند اسعد خلج که روز ۱۴ فروردین ماه درگذشت دوستان و آشنایان را از این مصیبت آگاه میسازیم. یادش گرامی باد. [627, 1279, 913, 1323]
notice-signature: مادر داغدیده ـ افسر ریاحی [101, 450, 241, 463]
notice-code: آ ـ ۴۵۵۲ [28, 610, 68, 621]
notice-block [927, 928, 1211, 1086]
notice-signature: سازمان اوقاف کشور [1014, 372, 1125, 385]
notice-block [628, 1383, 912, 1428]
notice-code: آ ـ ۴۵۷۶ [1226, 1364, 1265, 1376]
notice-text: باکمال تاسف درگذشت مرحومه مغفوره بانو سرورتواب همسر جناب آقای سیف‌اله نواب استاندار اسبق مازندران را باطلاع میرساند. مجلس ترحیم روز پنجشنبه ۱۱ اردیبهشت ماه جاری از ساعت ۱۰ تا ۱۲ در مسجد سپهسالار منعقد خواهد بود. [1226, 269, 1511, 328]
notice-block [628, 898, 912, 959]
notice-block [1227, 1123, 1511, 1231]
notice-signature: خانواده واحدخشوری [118, 1236, 225, 1249]
notice-block [328, 458, 612, 583]
notice-text: باکمال تاسف وتاثر فوت مرحومه مغفوره بانو سرور نواب را باطلاع عموم خویشاوندان و دوستان میرساند. مجلس ترحیم روز پنجشنبه ۱۱ اردیبهشت ماه جاری از ساعت ۱۰ تا ۱۲ صبح در مسجد سپهسالار و مجلس ختم زنانه در منزل آن مرحومه از ساعت ۴ تا ۶ بعدازظهر برگزار خواهد شد. [1226, 927, 1511, 1003]
notice-text: مصیبت وارده را بجنابعالی و کلیه بازماندگان مرحوم تسلیت عرض مینمائیم. [28, 1442, 314, 1470]
notice-title: باکمال تاسف فوت مرحومه بانو معصومه یروالی [634, 57, 906, 71]
notice-block [328, 52, 612, 286]
notice-code: آ ـ ۴۵۶۱ [1226, 1490, 1265, 1502]
notice-signature: خاندان قدسی [434, 1232, 507, 1245]
notice-block [1227, 373, 1511, 545]
notice-block [927, 756, 1211, 928]
notice-block [927, 412, 1211, 537]
notice-code: آ ـ ۴۶۹۱ [627, 1407, 667, 1419]
